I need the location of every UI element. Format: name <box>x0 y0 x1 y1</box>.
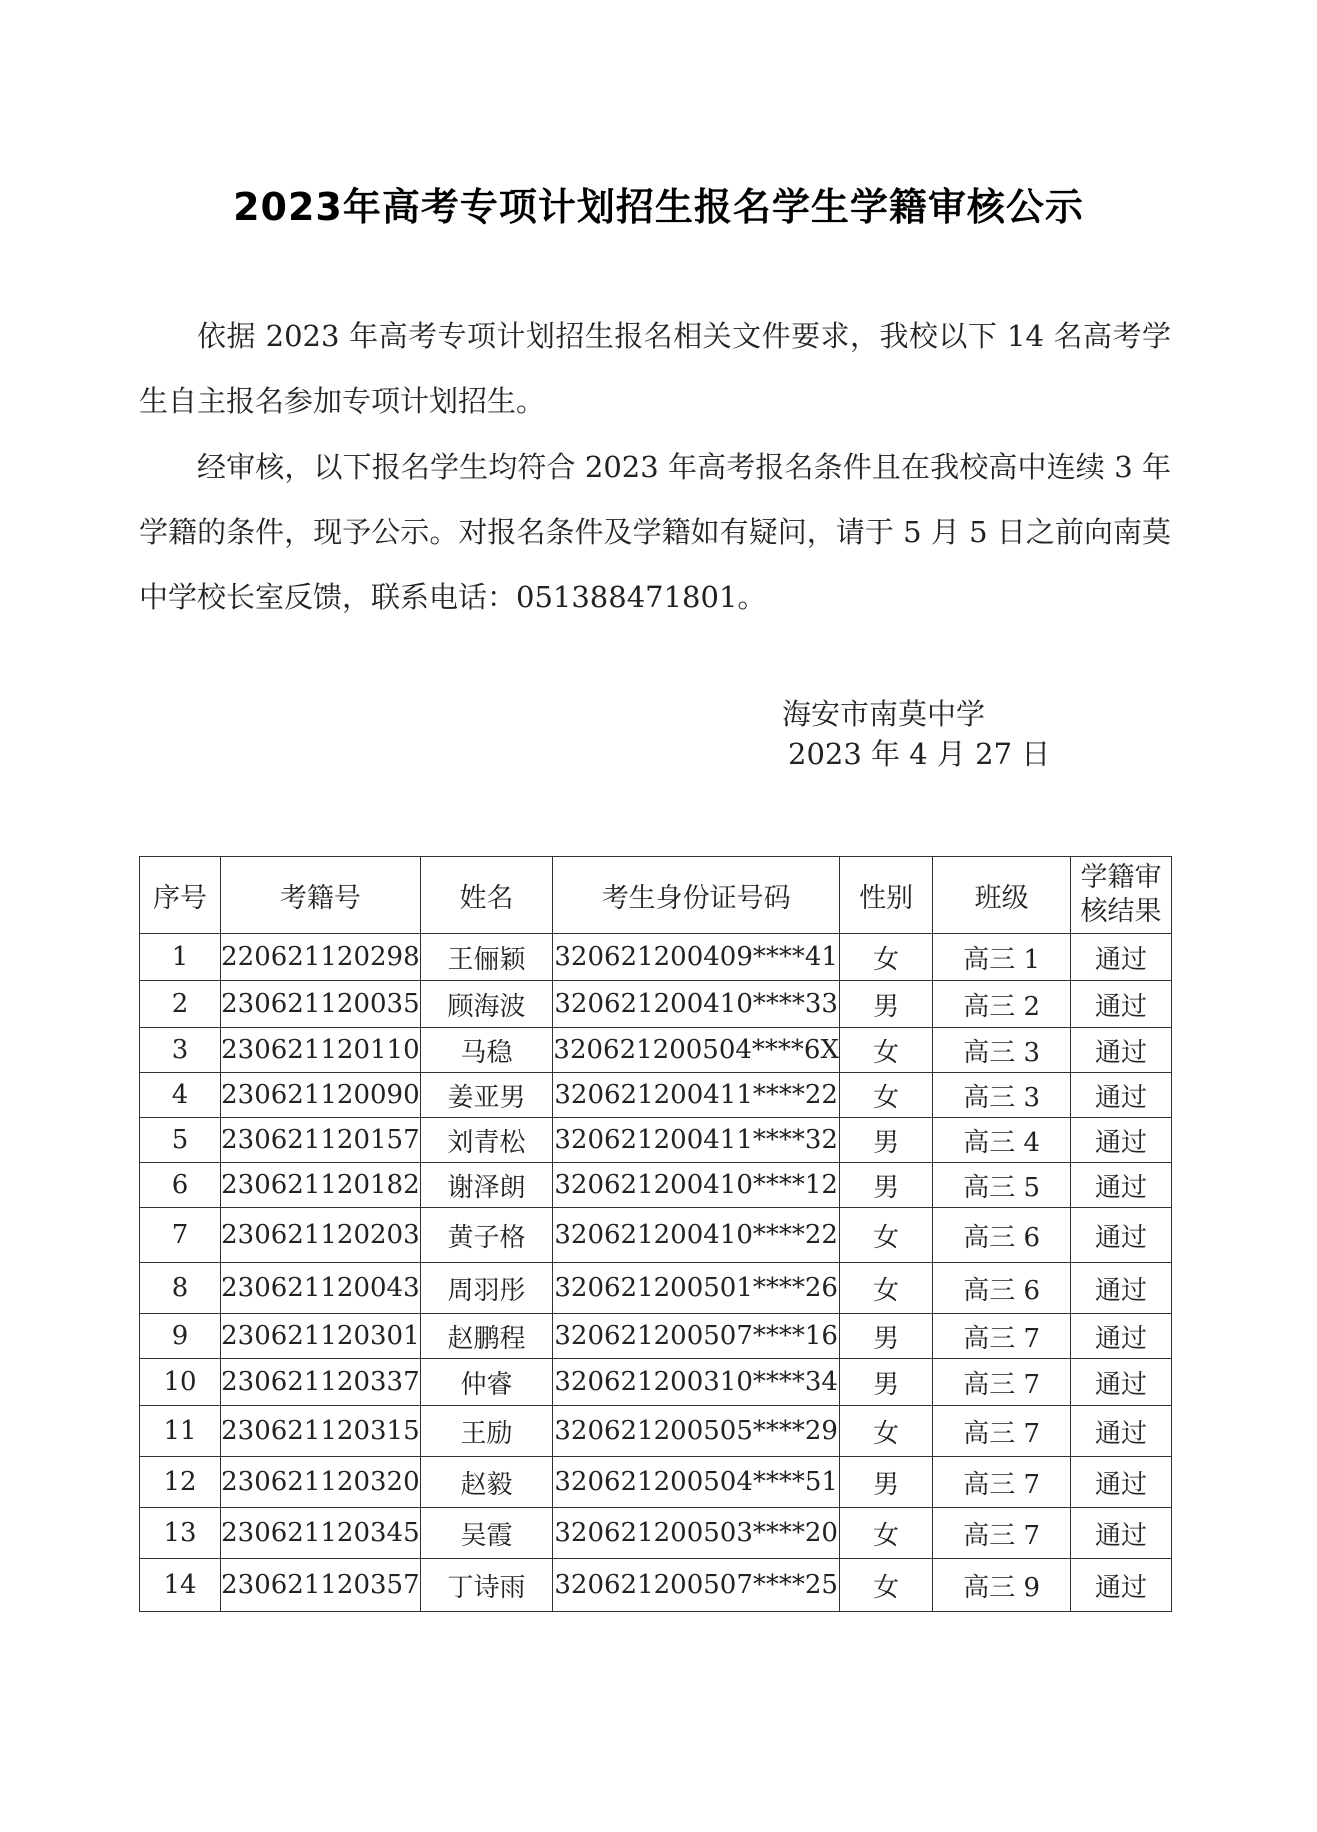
cell-name: 顾海波 <box>420 981 553 1028</box>
cell-class: 高三 7 <box>933 1359 1071 1406</box>
cell-sex: 女 <box>839 1028 932 1073</box>
cell-result: 通过 <box>1070 1314 1171 1359</box>
table-row <box>140 934 1172 981</box>
cell-class: 高三 6 <box>933 1208 1071 1263</box>
cell-sex: 女 <box>839 1073 932 1118</box>
table-row <box>140 1073 1172 1118</box>
cell-id-no: 320621200503****20 <box>553 1508 840 1559</box>
cell-class: 高三 7 <box>933 1406 1071 1457</box>
cell-sex: 男 <box>839 981 932 1028</box>
page-title: 2023年高考专项计划招生报名学生学籍审核公示 <box>233 185 1084 229</box>
cell-class: 高三 7 <box>933 1457 1071 1508</box>
cell-id-no: 320621200411****32 <box>553 1118 840 1163</box>
cell-id-no: 320621200507****16 <box>553 1314 840 1359</box>
cell-name: 丁诗雨 <box>420 1559 553 1612</box>
cell-name: 马稳 <box>420 1028 553 1073</box>
cell-name: 赵鹏程 <box>420 1314 553 1359</box>
cell-sex: 男 <box>839 1457 932 1508</box>
cell-seq: 8 <box>140 1263 221 1314</box>
cell-seq: 10 <box>140 1359 221 1406</box>
cell-seq: 7 <box>140 1208 221 1263</box>
table-row <box>140 1508 1172 1559</box>
cell-seq: 14 <box>140 1559 221 1612</box>
cell-result: 通过 <box>1070 1508 1171 1559</box>
cell-sex: 男 <box>839 1118 932 1163</box>
cell-sex: 男 <box>839 1163 932 1208</box>
cell-exam-no: 230621120182 <box>221 1163 421 1208</box>
table-header-row <box>140 857 1172 934</box>
cell-sex: 女 <box>839 934 932 981</box>
cell-name: 王俪颖 <box>420 934 553 981</box>
cell-exam-no: 230621120301 <box>221 1314 421 1359</box>
cell-class: 高三 3 <box>933 1073 1071 1118</box>
cell-id-no: 320621200507****25 <box>553 1559 840 1612</box>
cell-name: 王励 <box>420 1406 553 1457</box>
cell-id-no: 320621200411****22 <box>553 1073 840 1118</box>
table-row <box>140 1028 1172 1073</box>
cell-result: 通过 <box>1070 981 1171 1028</box>
cell-result: 通过 <box>1070 1163 1171 1208</box>
cell-class: 高三 3 <box>933 1028 1071 1073</box>
cell-result: 通过 <box>1070 1263 1171 1314</box>
signature-school: 海安市南莫中学 <box>782 697 986 731</box>
cell-result: 通过 <box>1070 1359 1171 1406</box>
cell-sex: 男 <box>839 1359 932 1406</box>
cell-id-no: 320621200505****29 <box>553 1406 840 1457</box>
cell-result: 通过 <box>1070 1457 1171 1508</box>
cell-result: 通过 <box>1070 934 1171 981</box>
cell-exam-no: 230621120357 <box>221 1559 421 1612</box>
cell-id-no: 320621200410****12 <box>553 1163 840 1208</box>
cell-class: 高三 1 <box>933 934 1071 981</box>
cell-class: 高三 6 <box>933 1263 1071 1314</box>
cell-sex: 女 <box>839 1508 932 1559</box>
cell-seq: 11 <box>140 1406 221 1457</box>
cell-seq: 13 <box>140 1508 221 1559</box>
cell-exam-no: 230621120337 <box>221 1359 421 1406</box>
cell-exam-no: 230621120203 <box>221 1208 421 1263</box>
cell-id-no: 320621200410****22 <box>553 1208 840 1263</box>
cell-class: 高三 4 <box>933 1118 1071 1163</box>
cell-result: 通过 <box>1070 1208 1171 1263</box>
header-result <box>1070 857 1171 934</box>
cell-class: 高三 7 <box>933 1508 1071 1559</box>
table-row <box>140 1208 1172 1263</box>
intro-paragraph: 依据 2023 年高考专项计划招生报名相关文件要求，我校以下 14 名高考学生自主报名参加专项计划招生。 <box>139 319 1171 418</box>
cell-name: 刘青松 <box>420 1118 553 1163</box>
cell-sex: 男 <box>839 1314 932 1359</box>
cell-name: 仲睿 <box>420 1359 553 1406</box>
header-name: 姓名 <box>420 857 553 934</box>
table-row <box>140 1118 1172 1163</box>
cell-seq: 6 <box>140 1163 221 1208</box>
table-row <box>140 1314 1172 1359</box>
cell-id-no: 320621200504****6X <box>553 1028 840 1073</box>
cell-class: 高三 2 <box>933 981 1071 1028</box>
cell-id-no: 320621200310****34 <box>553 1359 840 1406</box>
cell-name: 赵毅 <box>420 1457 553 1508</box>
cell-name: 谢泽朗 <box>420 1163 553 1208</box>
table-row <box>140 1359 1172 1406</box>
cell-result: 通过 <box>1070 1559 1171 1612</box>
student-table <box>139 856 1172 1612</box>
cell-seq: 3 <box>140 1028 221 1073</box>
cell-seq: 4 <box>140 1073 221 1118</box>
table-row <box>140 1559 1172 1612</box>
cell-result: 通过 <box>1070 1073 1171 1118</box>
cell-name: 周羽彤 <box>420 1263 553 1314</box>
cell-sex: 女 <box>839 1263 932 1314</box>
cell-exam-no: 230621120090 <box>221 1073 421 1118</box>
cell-sex: 女 <box>839 1559 932 1612</box>
signature-date: 2023 年 4 月 27 日 <box>788 737 1051 771</box>
cell-exam-no: 230621120157 <box>221 1118 421 1163</box>
cell-exam-no: 230621120110 <box>221 1028 421 1073</box>
cell-name: 吴霞 <box>420 1508 553 1559</box>
cell-exam-no: 230621120345 <box>221 1508 421 1559</box>
table-row <box>140 981 1172 1028</box>
cell-class: 高三 9 <box>933 1559 1071 1612</box>
cell-sex: 女 <box>839 1406 932 1457</box>
header-seq: 序号 <box>140 857 221 934</box>
cell-result: 通过 <box>1070 1028 1171 1073</box>
cell-seq: 9 <box>140 1314 221 1359</box>
table-row <box>140 1406 1172 1457</box>
header-id-no: 考生身份证号码 <box>553 857 840 934</box>
cell-class: 高三 7 <box>933 1314 1071 1359</box>
table-row <box>140 1263 1172 1314</box>
cell-exam-no: 220621120298 <box>221 934 421 981</box>
cell-exam-no: 230621120035 <box>221 981 421 1028</box>
cell-seq: 1 <box>140 934 221 981</box>
header-exam-no: 考籍号 <box>221 857 421 934</box>
header-result-line2: 核结果 <box>1080 896 1162 927</box>
header-sex: 性别 <box>839 857 932 934</box>
cell-exam-no: 230621120320 <box>221 1457 421 1508</box>
cell-seq: 2 <box>140 981 221 1028</box>
table-row <box>140 1457 1172 1508</box>
cell-sex: 女 <box>839 1208 932 1263</box>
cell-result: 通过 <box>1070 1406 1171 1457</box>
cell-id-no: 320621200409****41 <box>553 934 840 981</box>
header-class: 班级 <box>933 857 1071 934</box>
cell-exam-no: 230621120043 <box>221 1263 421 1314</box>
cell-seq: 12 <box>140 1457 221 1508</box>
cell-name: 姜亚男 <box>420 1073 553 1118</box>
review-paragraph: 经审核，以下报名学生均符合 2023 年高考报名条件且在我校高中连续 3 年学籍的条件，现予公示。对报名条件及学籍如有疑问，请于 5 月 5 日之前向南莫中学校长室反馈，联系电话：051388471801。 <box>139 450 1171 614</box>
cell-exam-no: 230621120315 <box>221 1406 421 1457</box>
cell-class: 高三 5 <box>933 1163 1071 1208</box>
table-row <box>140 1163 1172 1208</box>
cell-seq: 5 <box>140 1118 221 1163</box>
cell-id-no: 320621200410****33 <box>553 981 840 1028</box>
cell-result: 通过 <box>1070 1118 1171 1163</box>
header-result-line1: 学籍审 <box>1080 862 1162 893</box>
cell-name: 黄子格 <box>420 1208 553 1263</box>
cell-id-no: 320621200501****26 <box>553 1263 840 1314</box>
cell-id-no: 320621200504****51 <box>553 1457 840 1508</box>
